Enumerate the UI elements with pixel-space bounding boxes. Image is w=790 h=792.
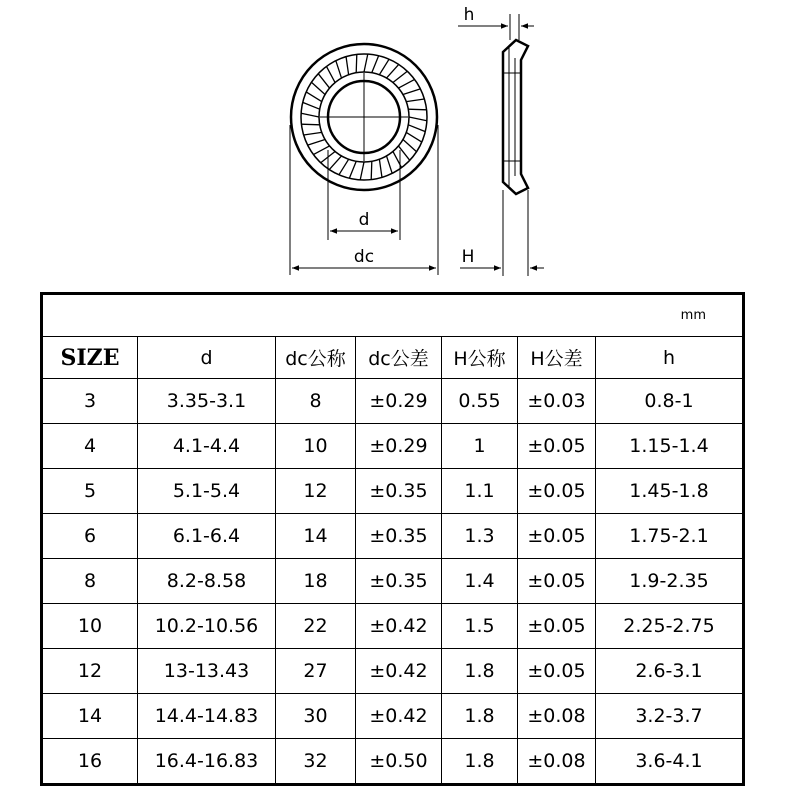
cell-d: 8.2-8.58 <box>138 559 276 604</box>
serration-line <box>360 162 364 180</box>
serration-line <box>371 161 372 179</box>
serration-line <box>336 61 342 78</box>
header-dc-tolerance: dc公差 <box>356 337 442 379</box>
cell-d: 16.4-16.83 <box>138 739 276 785</box>
cell-size: 6 <box>42 514 138 559</box>
cell-d: 13-13.43 <box>138 649 276 694</box>
cell-d: 3.35-3.1 <box>138 379 276 424</box>
cell-H-tolerance: ±0.08 <box>518 739 596 785</box>
cell-H-nominal: 1 <box>442 424 518 469</box>
cell-size: 8 <box>42 559 138 604</box>
table-row <box>42 379 744 424</box>
table-row <box>42 424 744 469</box>
cell-H-nominal: 1.8 <box>442 739 518 785</box>
cell-dc-nominal: 14 <box>276 514 356 559</box>
serration-line <box>379 159 382 177</box>
cell-H-nominal: 1.5 <box>442 604 518 649</box>
serration-line <box>409 117 427 121</box>
serration-line <box>304 132 322 135</box>
cell-size: 4 <box>42 424 138 469</box>
serration-line <box>406 99 424 102</box>
cell-dc-nominal: 12 <box>276 469 356 514</box>
table-row <box>42 604 744 649</box>
dimension-h <box>458 5 534 40</box>
cell-H-tolerance: ±0.05 <box>518 469 596 514</box>
cell-size: 12 <box>42 649 138 694</box>
cell-H-tolerance: ±0.05 <box>518 559 596 604</box>
cell-d: 5.1-5.4 <box>138 469 276 514</box>
label-dc: dc <box>353 247 375 267</box>
label-d: d <box>358 210 370 230</box>
serration-line <box>406 132 422 142</box>
cell-dc-tolerance: ±0.29 <box>356 424 442 469</box>
size-spec-table <box>40 292 745 786</box>
cell-size: 3 <box>42 379 138 424</box>
cell-H-nominal: 1.3 <box>442 514 518 559</box>
cell-H-tolerance: ±0.05 <box>518 424 596 469</box>
serration-line <box>356 54 357 72</box>
serration-line <box>339 159 349 175</box>
washer-technical-drawing <box>0 0 790 290</box>
cell-h: 0.8-1 <box>596 379 744 424</box>
serration-line <box>393 71 407 82</box>
serration-line <box>318 74 329 88</box>
table-row <box>42 514 744 559</box>
table-row <box>42 649 744 694</box>
cell-dc-tolerance: ±0.35 <box>356 514 442 559</box>
serration-line <box>326 66 335 82</box>
serration-line <box>346 57 349 75</box>
serration-line <box>398 79 414 88</box>
cell-h: 3.6-4.1 <box>596 739 744 785</box>
cell-dc-nominal: 10 <box>276 424 356 469</box>
cell-dc-nominal: 18 <box>276 559 356 604</box>
label-H: H <box>461 247 475 267</box>
washer-front-view <box>291 44 437 190</box>
header-dc-nominal: dc公称 <box>276 337 356 379</box>
serration-line <box>379 59 389 75</box>
table-row <box>42 694 744 739</box>
cell-H-nominal: 1.1 <box>442 469 518 514</box>
cell-H-tolerance: ±0.05 <box>518 649 596 694</box>
cell-dc-nominal: 27 <box>276 649 356 694</box>
cell-d: 14.4-14.83 <box>138 694 276 739</box>
cell-dc-nominal: 32 <box>276 739 356 785</box>
cell-H-nominal: 0.55 <box>442 379 518 424</box>
cell-H-nominal: 1.4 <box>442 559 518 604</box>
header-H-tolerance: H公差 <box>518 337 596 379</box>
serration-line <box>329 156 341 170</box>
serration-line <box>387 64 399 78</box>
cell-h: 1.75-2.1 <box>596 514 744 559</box>
cell-h: 1.45-1.8 <box>596 469 744 514</box>
header-h: h <box>596 337 744 379</box>
cell-h: 1.9-2.35 <box>596 559 744 604</box>
cell-d: 6.1-6.4 <box>138 514 276 559</box>
unit-label: mm <box>42 294 744 337</box>
cell-size: 16 <box>42 739 138 785</box>
cell-h: 2.25-2.75 <box>596 604 744 649</box>
serration-line <box>387 156 393 173</box>
serration-line <box>403 140 417 152</box>
serration-line <box>308 140 325 146</box>
cell-dc-nominal: 22 <box>276 604 356 649</box>
table-row <box>42 559 744 604</box>
serration-line <box>364 54 368 72</box>
cell-dc-tolerance: ±0.42 <box>356 694 442 739</box>
cell-h: 2.6-3.1 <box>596 649 744 694</box>
serration-line <box>403 89 420 95</box>
cell-size: 10 <box>42 604 138 649</box>
serration-line <box>303 102 320 109</box>
label-h: h <box>463 5 475 25</box>
cell-h: 1.15-1.4 <box>596 424 744 469</box>
cell-dc-tolerance: ±0.29 <box>356 379 442 424</box>
cell-H-tolerance: ±0.05 <box>518 514 596 559</box>
serration-line <box>301 113 319 117</box>
cell-H-nominal: 1.8 <box>442 694 518 739</box>
serration-line <box>313 146 329 155</box>
cell-H-tolerance: ±0.03 <box>518 379 596 424</box>
cell-size: 14 <box>42 694 138 739</box>
header-d: d <box>138 337 276 379</box>
cell-d: 10.2-10.56 <box>138 604 276 649</box>
cell-h: 3.2-3.7 <box>596 694 744 739</box>
cell-size: 5 <box>42 469 138 514</box>
unit-row <box>42 294 744 337</box>
serration-line <box>408 125 425 132</box>
table-row <box>42 739 744 785</box>
cell-dc-tolerance: ±0.42 <box>356 604 442 649</box>
dimension-H <box>460 190 544 276</box>
cell-dc-tolerance: ±0.35 <box>356 469 442 514</box>
washer-side-view <box>503 40 528 194</box>
header-H-nominal: H公称 <box>442 337 518 379</box>
cell-dc-nominal: 8 <box>276 379 356 424</box>
cell-H-tolerance: ±0.05 <box>518 604 596 649</box>
cell-dc-tolerance: ±0.50 <box>356 739 442 785</box>
serration-line <box>408 109 426 110</box>
header-size: SIZE <box>42 337 138 379</box>
serration-line <box>372 56 379 73</box>
serration-line <box>301 124 319 125</box>
serration-line <box>306 92 322 102</box>
table-row <box>42 469 744 514</box>
serration-line <box>349 161 356 178</box>
cell-dc-nominal: 30 <box>276 694 356 739</box>
cell-dc-tolerance: ±0.35 <box>356 559 442 604</box>
serration-line <box>311 82 325 94</box>
cell-d: 4.1-4.4 <box>138 424 276 469</box>
cell-dc-tolerance: ±0.42 <box>356 649 442 694</box>
cell-H-nominal: 1.8 <box>442 649 518 694</box>
cell-H-tolerance: ±0.08 <box>518 694 596 739</box>
header-row <box>42 337 744 379</box>
